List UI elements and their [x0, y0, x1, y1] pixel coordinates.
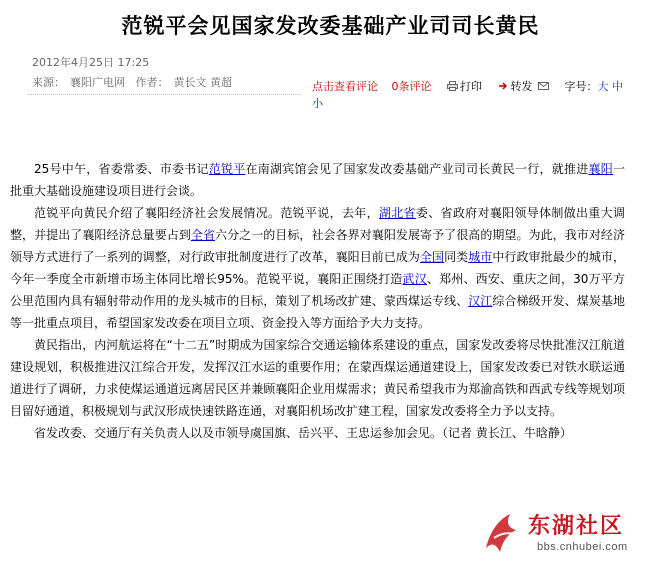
forward-label: 转发 [510, 80, 533, 93]
paragraph-text: 委、省政府对襄阳领导体制做出重大调整，并提出了襄阳经济总量要占到 [10, 206, 625, 242]
keyword-link[interactable]: 城市 [468, 250, 493, 264]
email-icon [538, 81, 549, 91]
keyword-link[interactable]: 范锐平 [208, 162, 246, 176]
header-divider [28, 94, 300, 95]
paragraph-text: 省发改委、交通厅有关负责人以及市领导虞国旗、岳兴平、王忠运参加会见。（记者 黄长江、牛晗静） [34, 426, 572, 440]
watermark-url: bbs.cnhubei.com [537, 541, 628, 553]
font-size-label: 字号： [564, 80, 598, 93]
source-name: 襄阳广电网 [70, 76, 125, 89]
source-label: 来源： [32, 76, 65, 89]
paragraph-text: 范锐平向黄民介绍了襄阳经济社会发展情况。范锐平说，去年， [34, 206, 379, 220]
author-label: 作者： [135, 76, 169, 89]
article-paragraph [10, 202, 625, 334]
paragraph-text: 一批重大基础设施建设项目进行会谈。 [10, 162, 625, 198]
keyword-link[interactable]: 湖北省 [378, 206, 416, 220]
paragraph-text: 、郑州、西安、重庆之间，30万平方公里范围内具有辐射带动作用的龙头城市的目标，策划了机场改扩建、蒙西煤运专线、 [10, 272, 625, 308]
paragraph-text: 综合梯级开发、煤炭基地等一批重点项目，希望国家发改委在项目立项、资金投入等方面给予大力支持。 [10, 294, 625, 330]
font-size-medium[interactable]: 中 [612, 80, 623, 93]
keyword-link[interactable]: 武汉 [402, 272, 427, 286]
article-toolbar [312, 78, 642, 112]
dragon-logo-icon [480, 508, 526, 554]
paragraph-text: 黄民指出，内河航运将在“十二五”时期成为国家综合交通运输体系建设的重点，国家发改委将尽快批准汉江航道建设规划，积极推进汉江综合开发，发挥汉江水运的重要作用；在蒙西煤运通道建设上，国家发改委已对铁水联运通道进行了调研，力求使煤运通道远离居民区并兼顾襄阳企业用煤需求；黄民希望我市为郑渝高铁和西武专线等规划项目留好通道，积极规划与武汉形成快速铁路连通，对襄阳机场改扩建工程，国家发改委将全力予以支持。 [10, 338, 625, 418]
print-label: 打印 [460, 80, 482, 93]
article-paragraph [10, 334, 625, 422]
source-line [32, 74, 237, 90]
article-body [10, 158, 625, 444]
paragraph-text: 中行政审批最少的城市，今年一季度全市新增市场主体同比增长95%。范锐平说，襄阳正围绕打造 [10, 250, 625, 286]
keyword-link[interactable]: 全省 [190, 228, 216, 242]
paragraph-text: 25号中午，省委常委、市委书记 [34, 162, 209, 176]
keyword-link[interactable]: 汉江 [468, 294, 493, 308]
article-paragraph [10, 422, 625, 444]
paragraph-text: 在南湖宾馆会见了国家发改委基础产业司司长黄民一行，就推进 [245, 162, 589, 176]
font-size-small[interactable]: 小 [312, 97, 323, 110]
forward-icon [498, 81, 509, 91]
paragraph-text: 同类 [444, 250, 469, 264]
keyword-link[interactable]: 全国 [420, 250, 445, 264]
keyword-link[interactable]: 襄阳 [588, 162, 613, 176]
publish-datetime: 2012年4月25日 17:25 [32, 56, 150, 69]
article-title: 范锐平会见国家发改委基础产业司司长黄民 [121, 14, 540, 38]
print-button[interactable] [445, 80, 486, 93]
forward-button[interactable] [496, 80, 555, 93]
paragraph-text: 六分之一的目标，社会各界对襄阳发展寄予了很高的期望。为此，我市对经济领导方式进行了一系列的调整，对行政审批制度进行了改革，襄阳目前已成为 [10, 228, 625, 264]
font-size-large[interactable]: 大 [597, 80, 609, 93]
author-names: 黄长文 黄超 [173, 76, 232, 89]
printer-icon [447, 81, 458, 91]
view-comments-link[interactable]: 点击查看评论 [312, 80, 378, 93]
watermark [476, 498, 661, 565]
watermark-name: 东湖社区 [528, 514, 625, 539]
article-paragraph [10, 158, 625, 202]
comment-count-link[interactable]: 0条评论 [391, 80, 432, 93]
